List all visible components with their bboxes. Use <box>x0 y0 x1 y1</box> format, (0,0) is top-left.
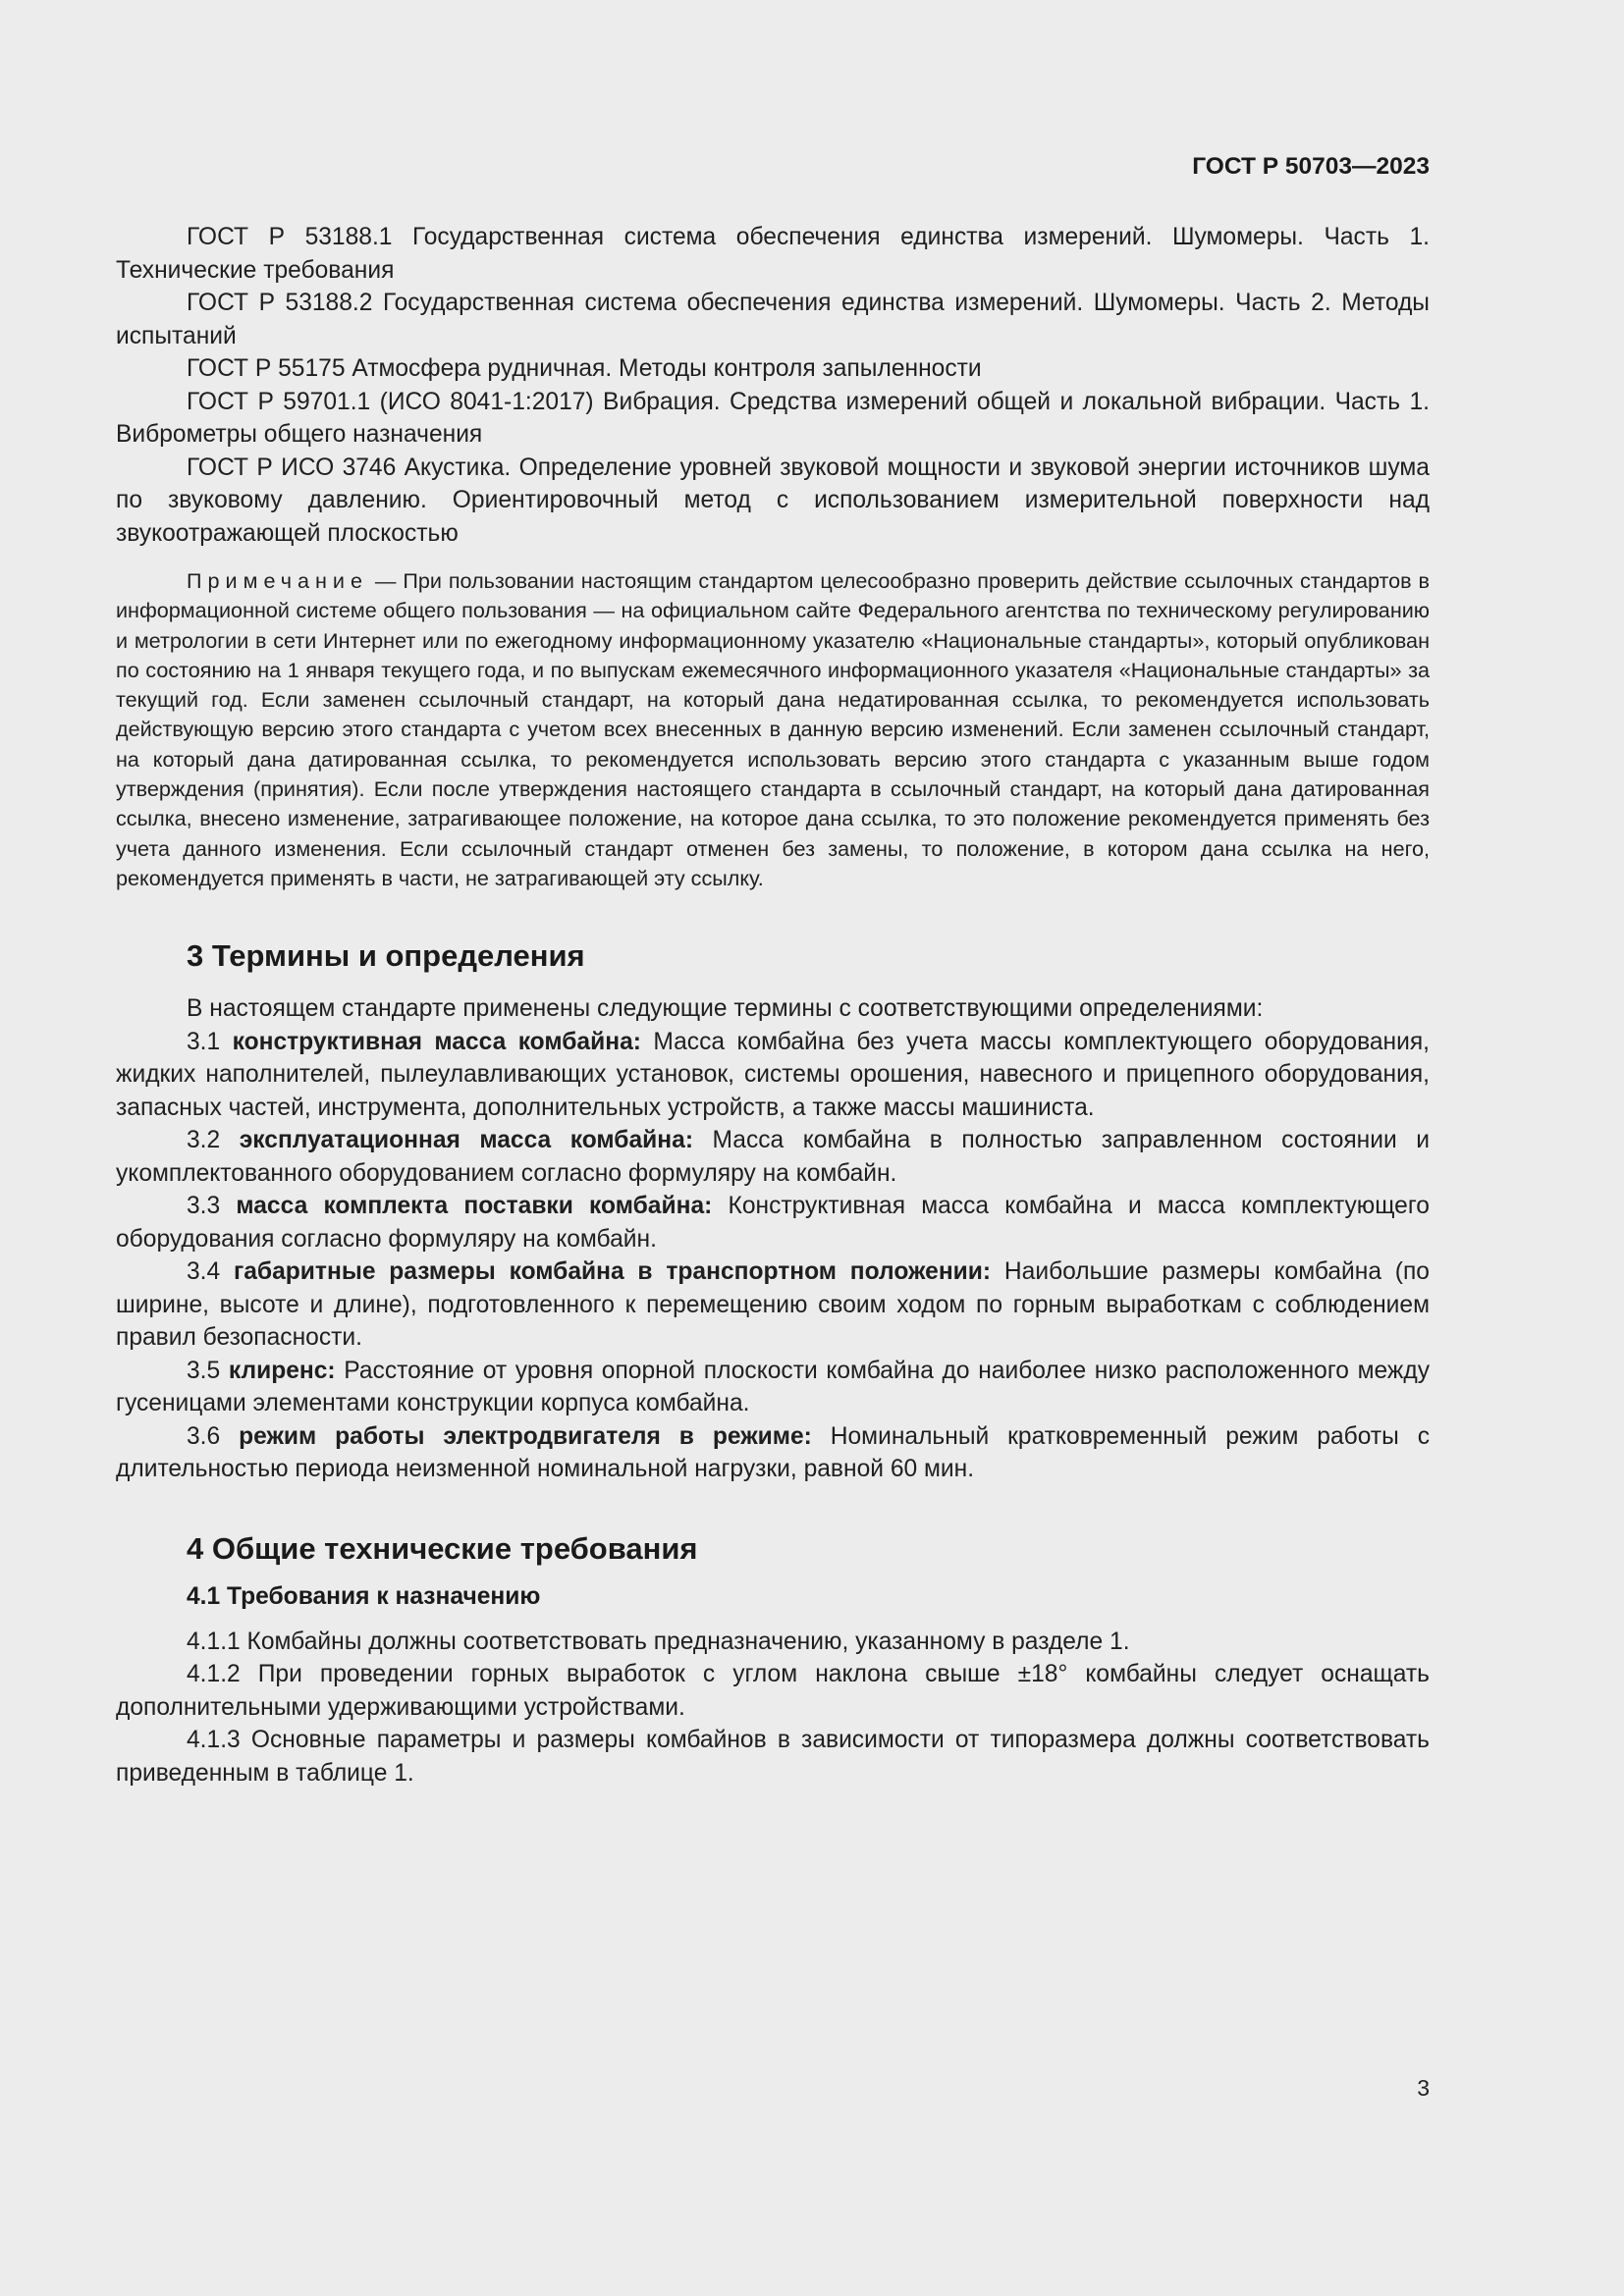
term-text: Наибольшие размеры комбайна (по ширине, высоте и длине), подготовленного к перемещению своим ходом по горным выработкам с соблюдением правил безопасности. <box>116 1258 1430 1352</box>
term-name: клиренс: <box>228 1357 336 1384</box>
document-id-header: ГОСТ Р 50703—2023 <box>1192 153 1430 180</box>
term-name: масса комплекта поставки комбайна: <box>236 1193 713 1220</box>
page-content <box>116 221 1430 1789</box>
term-name: эксплуатационная масса комбайна: <box>239 1127 694 1154</box>
term-definition <box>116 1255 1430 1355</box>
term-number: 3.6 <box>187 1422 240 1450</box>
requirement-paragraph: 4.1.1 Комбайны должны соответствовать предназначению, указанному в разделе 1. <box>187 1628 1130 1655</box>
term-number: 3.4 <box>187 1258 234 1286</box>
section-4-heading: 4 Общие технические требования <box>187 1530 698 1566</box>
reference-item: ГОСТ Р 59701.1 (ИСО 8041-1:2017) Вибрация. Средства измерений общей и локальной вибрации. Часть 1. Виброметры общего назначения <box>116 388 1430 448</box>
term-number: 3.2 <box>187 1127 240 1154</box>
section-3-heading: 3 Термины и определения <box>187 938 585 974</box>
reference-note <box>116 566 1430 893</box>
reference-item: ГОСТ Р ИСО 3746 Акустика. Определение уровней звуковой мощности и звуковой энергии источников шума по звуковому давлению. Ориентировочный метод с использованием измерительной поверхности над звукоотражающей плоскостью <box>116 454 1430 547</box>
term-text: Номинальный кратковременный режим работы с длительностью периода неизменной номинальной нагрузки, равной 60 мин. <box>116 1422 1431 1483</box>
note-label: Примечание <box>187 568 368 593</box>
term-definition <box>116 1420 1430 1486</box>
term-definition <box>116 1355 1430 1420</box>
term-text: Конструктивная масса комбайна и масса комплектующего оборудования согласно формуляру на комбайн. <box>116 1193 1430 1253</box>
requirement-paragraph: 4.1.3 Основные параметры и размеры комбайнов в зависимости от типоразмера должны соответствовать приведенным в таблице 1. <box>116 1727 1430 1787</box>
note-text: — При пользовании настоящим стандартом целесообразно проверить действие ссылочных стандартов в информационной системе общего пользования — на официальном сайте Федерального агентства по техническому регулированию и метрологии в сети Интернет или по ежегодному информационному указателю «Национальные стандарты», который опубликован по состоянию на 1 января текущего года, и по выпускам ежемесячного информационного указателя «Национальные стандарты» за текущий год. Если заменен ссылочный стандарт, на который дана недатированная ссылка, то рекомендуется использовать действующую версию этого стандарта с учетом всех внесенных в данную версию изменений. Если заменен ссылочный стандарт, на который дана датированная ссылка, то рекомендуется использовать версию этого стандарта с указанным выше годом утверждения (принятия). Если после утверждения настоящего стандарта в ссылочный стандарт, на который дана датированная ссылка, внесено изменение, затрагивающее положение, на которое дана ссылка, то это положение рекомендуется применять без учета данного изменения. Если ссылочный стандарт отменен без замены, то положение, в котором дана ссылка на него, рекомендуется применять в части, не затрагивающей эту ссылку. <box>116 568 1430 890</box>
term-name: габаритные размеры комбайна в транспортном положении: <box>233 1258 992 1286</box>
term-text: Масса комбайна в полностью заправленном состоянии и укомплектованного оборудованием согласно формуляру на комбайн. <box>116 1127 1430 1187</box>
term-definition <box>116 1190 1430 1255</box>
term-definition <box>116 1026 1430 1125</box>
term-number: 3.1 <box>187 1028 233 1055</box>
reference-item: ГОСТ Р 53188.2 Государственная система обеспечения единства измерений. Шумомеры. Часть 2. Методы испытаний <box>116 290 1430 349</box>
section-3-intro: В настоящем стандарте применены следующие термины с соответствующими определениями: <box>187 995 1264 1023</box>
term-text: Масса комбайна без учета массы комплектующего оборудования, жидких наполнителей, пылеулавливающих установок, системы орошения, навесного и прицепного оборудования, запасных частей, инструмента, дополнительных устройств, а также массы машиниста. <box>116 1028 1431 1121</box>
term-text: Расстояние от уровня опорной плоскости комбайна до наиболее низко расположенного между гусеницами элементами конструкции корпуса комбайна. <box>116 1357 1430 1417</box>
page-number: 3 <box>1417 2075 1430 2101</box>
term-name: конструктивная масса комбайна: <box>232 1028 641 1055</box>
requirement-paragraph: 4.1.2 При проведении горных выработок с углом наклона свыше ±18° комбайны следует оснащать дополнительными удерживающими устройствами. <box>116 1661 1430 1721</box>
reference-item: ГОСТ Р 53188.1 Государственная система обеспечения единства измерений. Шумомеры. Часть 1. Технические требования <box>116 224 1430 284</box>
reference-item: ГОСТ Р 55175 Атмосфера рудничная. Методы контроля запыленности <box>187 355 982 382</box>
subsection-4-1-heading: 4.1 Требования к назначению <box>187 1582 541 1610</box>
term-definition <box>116 1124 1430 1190</box>
term-name: режим работы электродвигателя в режиме: <box>239 1422 812 1450</box>
term-number: 3.5 <box>187 1357 229 1384</box>
term-number: 3.3 <box>187 1193 237 1220</box>
